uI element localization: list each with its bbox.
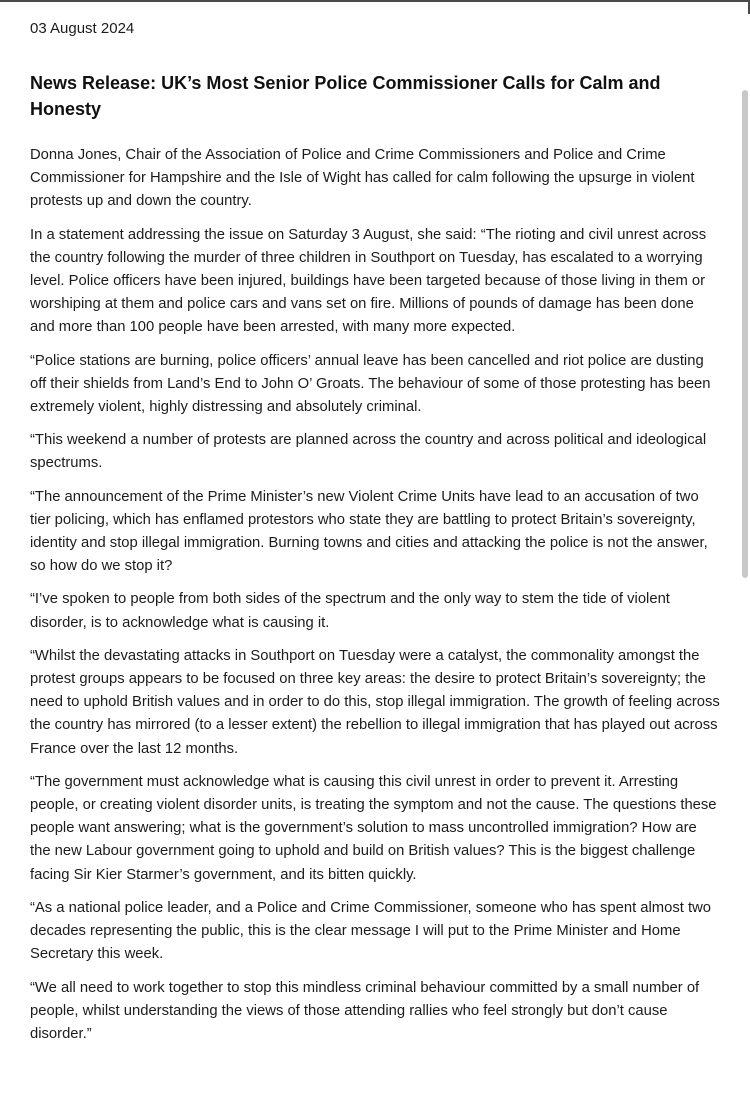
paragraph-1: Donna Jones, Chair of the Association of Police and Crime Commissioners and Police and Crime Commissioner for Hampshire and the Isle of Wight has called for calm following the upsurge in violent protests up and down the country. <box>30 147 695 210</box>
paragraph-3: “Police stations are burning, police officers’ annual leave has been cancelled and riot police are dusting off their shields from Land’s End to John O’ Groats. The behaviour of some of those protesting has been extremely violent, highly distressing and absolutely criminal. <box>30 352 711 416</box>
scrollbar[interactable] <box>742 90 748 578</box>
body-text <box>30 144 720 1046</box>
document-page <box>30 18 720 1056</box>
top-border <box>0 0 750 2</box>
paragraph-5: “The announcement of the Prime Minister’s new Violent Crime Units have lead to an accusation of two tier policing, which has enflamed protestors who state they are battling to protect Britain’s sovereignty, identity and stop illegal immigration. Burning towns and cities and attacking the police is not the answer, so how do we stop it? <box>30 488 708 575</box>
release-date: 03 August 2024 <box>30 20 135 37</box>
paragraph-9: “As a national police leader, and a Police and Crime Commissioner, someone who has spent almost two decades representing the public, this is the clear message I will put to the Prime Minister and Home Secretary this week. <box>30 899 712 963</box>
paragraph-10: “We all need to work together to stop this mindless criminal behaviour committed by a small number of people, whilst understanding the views of those attending rallies who feel strongly but don’t cause disorder.” <box>30 979 700 1042</box>
paragraph-2: In a statement addressing the issue on Saturday 3 August, she said: “The rioting and civil unrest across the country following the murder of three children in Southport on Tuesday, has escalated to a worrying level. Police officers have been injured, buildings have been targeted because of those living in them or worshiping at them and police cars and vans set on fire. Millions of pounds of damage has been done and more than 100 people have been arrested, with many more expected. <box>30 226 707 336</box>
paragraph-7: “Whilst the devastating attacks in Southport on Tuesday were a catalyst, the commonality amongst the protest groups appears to be focused on three key areas: the desire to protect Britain’s sovereignty; the need to uphold British values and in order to do this, stop illegal immigration. The growth of feeling across the country has mirrored (to a lesser extent) the rebellion to illegal immigration that has played out across France over the last 12 months. <box>30 647 720 757</box>
paragraph-6: “I’ve spoken to people from both sides of the spectrum and the only way to stem the tide of violent disorder, is to acknowledge what is causing it. <box>30 591 670 631</box>
paragraph-8: “The government must acknowledge what is causing this civil unrest in order to prevent it. Arresting people, or creating violent disorder units, is treating the symptom and not the cause. The questions these people want answering; what is the government’s solution to mass uncontrolled immigration? How are the new Labour government going to uphold and build on British values? This is the biggest challenge facing Sir Kier Starmer’s government, and its bitten quickly. <box>30 773 717 883</box>
page-title: News Release: UK’s Most Senior Police Commissioner Calls for Calm and Honesty <box>30 73 661 119</box>
paragraph-4: “This weekend a number of protests are planned across the country and across political and ideological spectrums. <box>30 432 707 472</box>
